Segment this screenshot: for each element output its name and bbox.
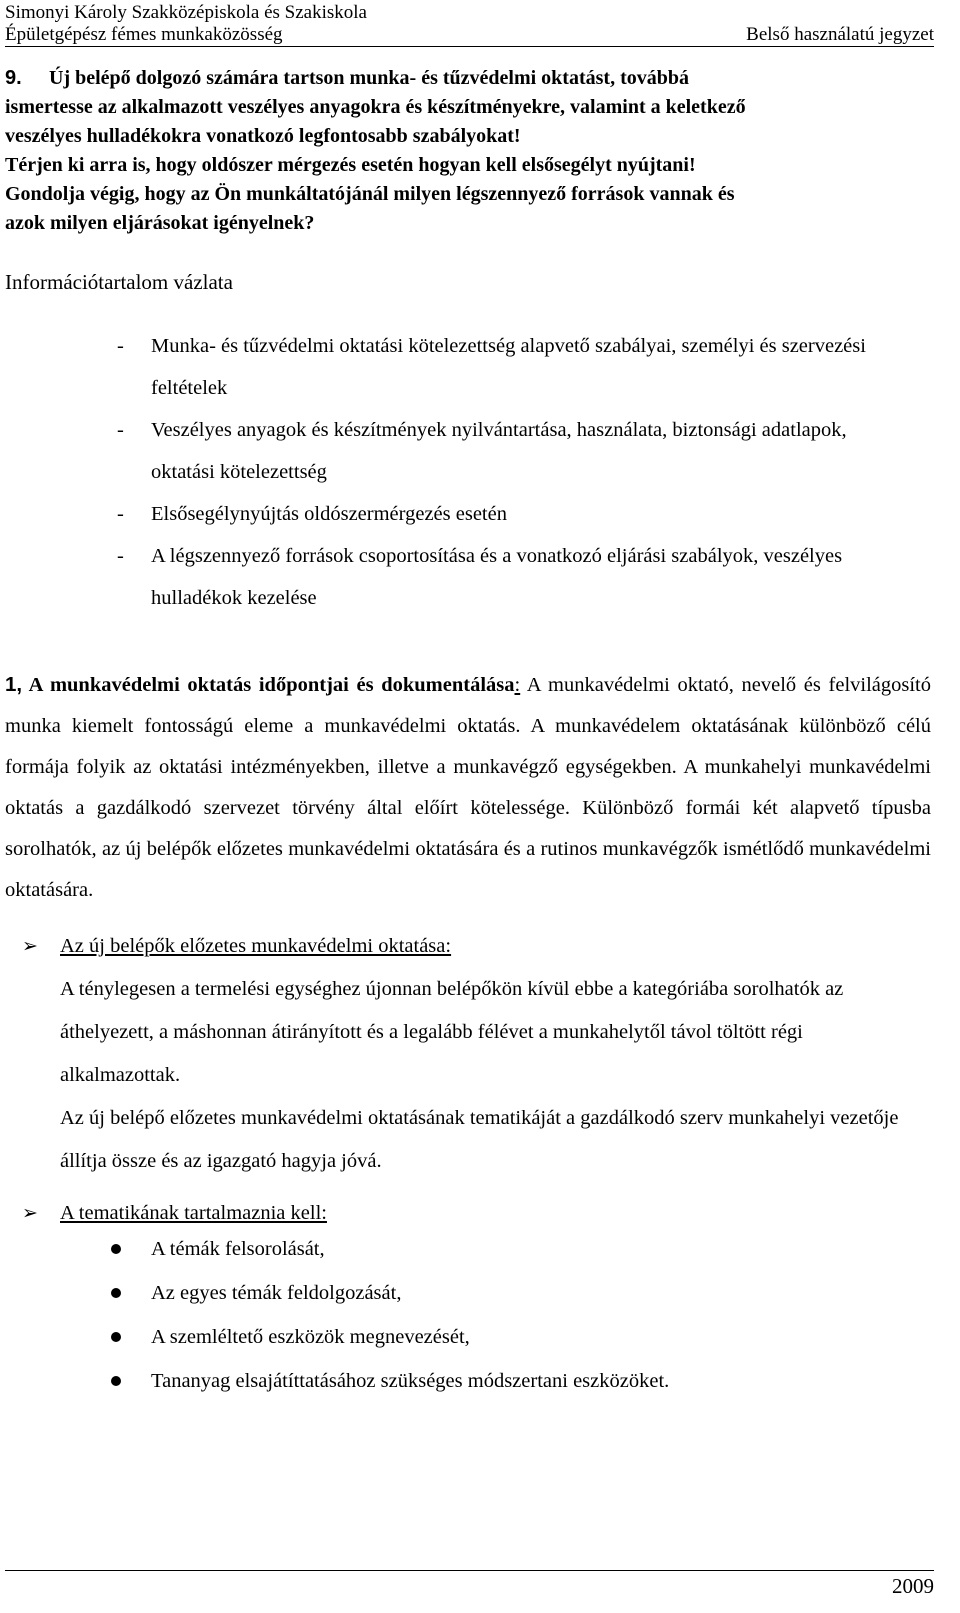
page-header <box>5 2 934 46</box>
bullet-icon <box>111 1288 121 1298</box>
question-line: veszélyes hulladékokra vonatkozó legfontosabb szabályokat! <box>5 125 521 147</box>
question-line: Térjen ki arra is, hogy oldószer mérgezés esetén hogyan kell elsősegélyt nyújtani! <box>5 154 696 176</box>
question-number: 9. <box>5 67 22 89</box>
section-body: A munkavédelmi oktató, nevelő és felvilágosító munka kiemelt fontosságú eleme a munkavédelmi oktatás. A munkavédelem oktatásának különböző célú formája folyik az oktatási intézményekben, illetve a munkavégző egységekben. A munkahelyi munkavédelmi oktatás a gazdálkodó szervezet törvény által előírt kötelessége. Különböző formái két alapvető típusba sorolhatók, az új belépők előzetes munkavédelmi oktatására és a rutinos munkavégzők ismétlődő munkavédelmi oktatására. <box>5 674 931 901</box>
arrow-bullet-icon: ➢ <box>22 1202 38 1224</box>
list-item: Az egyes témák feldolgozását, <box>111 1271 871 1315</box>
section-number: 1, <box>5 673 23 696</box>
newcomers-paragraph: Az új belépő előzetes munkavédelmi oktatásának tematikáját a gazdálkodó szerv munkahelyi vezetője állítja össze és az igazgató hagyja jóvá. <box>60 1107 899 1172</box>
section-heading: A munkavédelmi oktatás időpontjai és dokumentálása <box>22 674 515 696</box>
thematic-list <box>111 1227 871 1403</box>
school-name: Simonyi Károly Szakközépiskola és Szakiskola <box>5 2 367 23</box>
list-item: - Elsősegélynyújtás oldószermérgezés esetén <box>117 503 507 525</box>
question-line: ismertesse az alkalmazott veszélyes anyagokra és készítményekre, valamint a keletkező <box>5 96 746 118</box>
section-1-paragraph <box>5 664 931 911</box>
newcomers-paragraph: A ténylegesen a termelési egységhez újonnan belépőkön kívül ebbe a kategóriába sorolhatók az áthelyezett, a máshonnan átirányított és a legalább félévet a munkahelytől távol töltött régi alkalmazottak. <box>60 978 844 1086</box>
outline-title: Információtartalom vázlata <box>5 270 233 294</box>
outline-list <box>117 325 907 619</box>
header-divider <box>5 46 934 47</box>
bullet-icon <box>111 1244 121 1254</box>
thematic-heading: A tematikának tartalmaznia kell: <box>60 1202 327 1224</box>
question-line: azok milyen eljárásokat igényelnek? <box>5 212 315 234</box>
section-colon: : <box>514 674 521 696</box>
arrow-bullet-icon: ➢ <box>22 935 38 957</box>
footer-divider <box>5 1570 934 1571</box>
department-name: Épületgépész fémes munkaközösség <box>5 24 283 45</box>
list-item: - Veszélyes anyagok és készítmények nyilvántartása, használata, biztonsági adatlapok, oktatási kötelezettség <box>117 419 847 483</box>
internal-note: Belső használatú jegyzet <box>746 24 934 45</box>
list-item: Tananyag elsajátíttatásához szükséges módszertani eszközöket. <box>111 1359 871 1403</box>
question-line: Gondolja végig, hogy az Ön munkáltatójánál milyen légszennyező források vannak és <box>5 183 735 205</box>
bullet-icon <box>111 1376 121 1386</box>
list-item: A témák felsorolását, <box>111 1227 871 1271</box>
bullet-icon <box>111 1332 121 1342</box>
footer-year: 2009 <box>892 1574 934 1598</box>
question-block <box>5 64 935 238</box>
newcomers-heading: Az új belépők előzetes munkavédelmi oktatása: <box>60 935 452 957</box>
list-item: - A légszennyező források csoportosítása és a vonatkozó eljárási szabályok, veszélyes hulladékok kezelése <box>117 545 843 609</box>
question-line: Új belépő dolgozó számára tartson munka- és tűzvédelmi oktatást, továbbá <box>49 67 689 89</box>
list-item: - Munka- és tűzvédelmi oktatási kötelezettség alapvető szabályai, személyi és szervezési feltételek <box>117 335 866 399</box>
newcomers-section <box>22 925 922 1183</box>
list-item: A szemléltető eszközök megnevezését, <box>111 1315 871 1359</box>
